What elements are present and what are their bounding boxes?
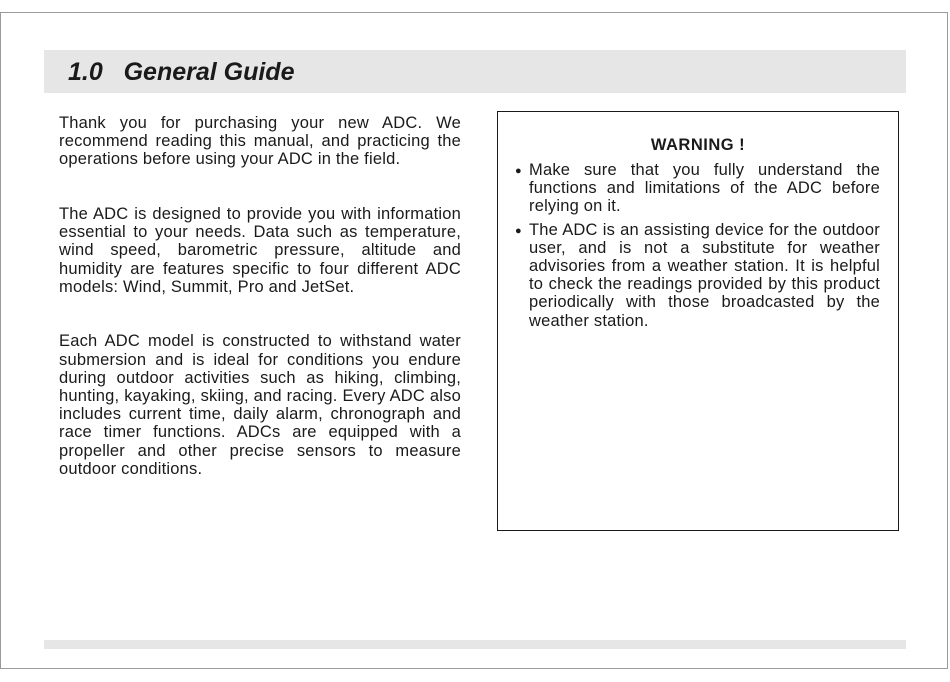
warning-title: WARNING ! [650,136,746,154]
bullet-icon: ● [515,224,522,237]
section-title: 1.0 General Guide [68,58,295,86]
warning-item-2 [515,221,880,330]
warning-list [515,161,880,330]
bullet-icon: ● [515,165,522,177]
intro-paragraph-2: The ADC is designed to provide you with information essential to your needs. Data such as temperature, wind speed, barometric pressure, altitude and humidity are features specific to four different ADC models: Wind, Summit, Pro and JetSet. [59,205,461,296]
intro-paragraph-3: Each ADC model is constructed to withstand water submersion and is ideal for conditions you endure during outdoor activities such as hiking, climbing, hunting, kayaking, skiing, and racing. Every ADC also includes current time, daily alarm, chronograph and race timer functions. ADCs are equipped with a propeller and other precise sensors to measure outdoor conditions. [59,332,461,478]
warning-box [497,111,899,531]
warning-item-1 [515,161,880,216]
footer-bar [44,640,906,649]
warning-item-text: Make sure that you fully understand the functions and limitations of the ADC before relying on it. [529,161,880,216]
warning-item-text: The ADC is an assisting device for the outdoor user, and is not a substitute for weather advisories from a weather station. It is helpful to check the readings provided by this product periodically with those broadcasted by the weather station. [529,220,880,330]
intro-column [59,114,461,478]
intro-paragraph-1: Thank you for purchasing your new ADC. We recommend reading this manual, and practicing the operations before using your ADC in the field. [59,114,461,169]
